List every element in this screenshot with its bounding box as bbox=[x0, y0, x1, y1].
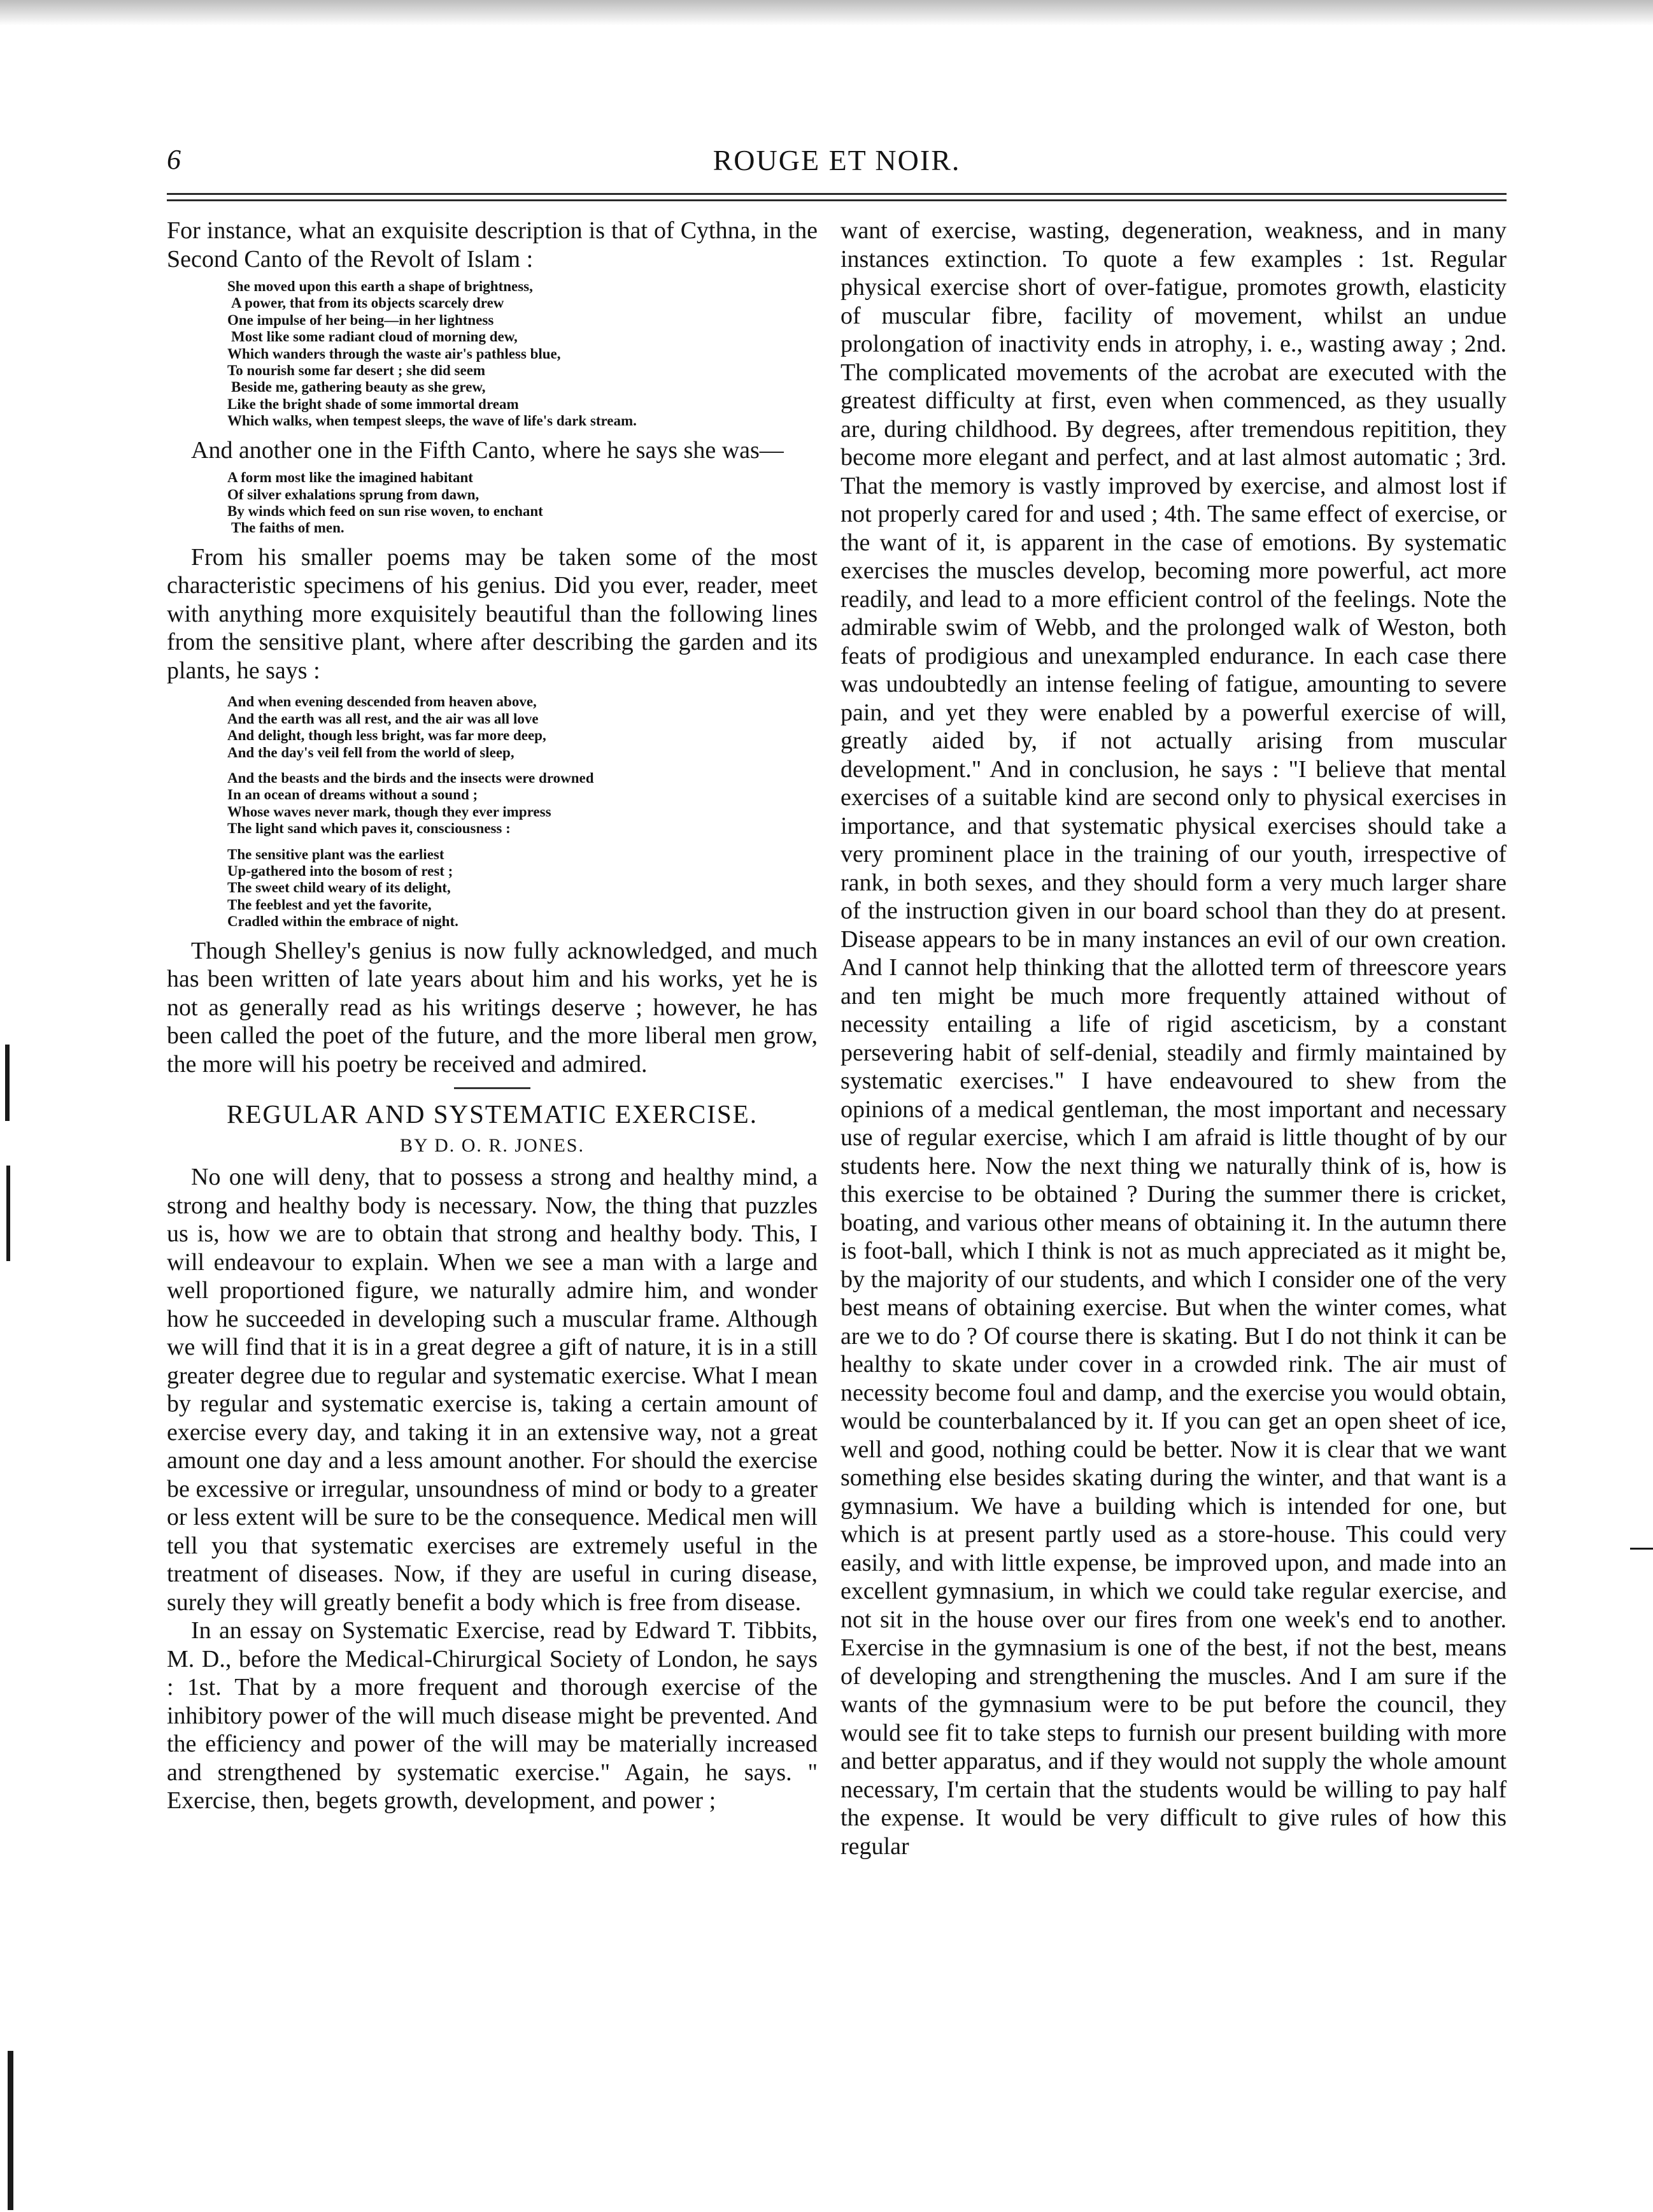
poem-line: She moved upon this earth a shape of brightness, bbox=[227, 278, 533, 294]
poem-line: By winds which feed on sun rise woven, to enchant bbox=[227, 503, 543, 519]
poem-line: The light sand which paves it, consciousness : bbox=[227, 820, 511, 837]
article-title: REGULAR AND SYSTEMATIC EXERCISE. bbox=[227, 1099, 758, 1129]
poem-line: Whose waves never mark, though they ever impress bbox=[227, 803, 551, 820]
right-column bbox=[841, 217, 1507, 1860]
header-rule bbox=[167, 199, 1507, 201]
margin-mark bbox=[5, 1045, 10, 1121]
poem-line: And the beasts and the birds and the insects were drowned bbox=[227, 769, 594, 786]
paragraph: From his smaller poems may be taken some of the most characteristic specimens of his genius. Did you ever, reader, meet with anything more exquisitely beautiful than the following lines from the sensitive plant, where after describing the garden and its plants, he says : bbox=[167, 543, 818, 684]
poem-line: A power, that from its objects scarcely drew bbox=[231, 295, 504, 311]
page-header bbox=[167, 143, 1507, 188]
margin-mark bbox=[1630, 1548, 1653, 1550]
poem-line: Like the bright shade of some immortal dream bbox=[227, 396, 519, 412]
poem-line: The faiths of men. bbox=[231, 520, 344, 536]
poem-line: And the day's veil fell from the world of sleep, bbox=[227, 744, 514, 760]
poem-line: Most like some radiant cloud of morning dew, bbox=[231, 329, 518, 345]
byline: BY D. O. R. JONES. bbox=[400, 1135, 585, 1157]
paragraph: Though Shelley's genius is now fully acknowledged, and much has been written of late years about him and his works, yet he is not as generally read as his writings deserve ; however, he has been called the poet of the future, and the more liberal men grow, the more will his poetry be received and admired. bbox=[167, 937, 818, 1078]
poem-line: The feeblest and yet the favorite, bbox=[227, 896, 432, 913]
poem-line: The sensitive plant was the earliest bbox=[227, 846, 444, 862]
page-number: 6 bbox=[167, 144, 181, 175]
poem-quote bbox=[227, 469, 818, 537]
section-divider bbox=[454, 1087, 530, 1089]
header-rule bbox=[167, 193, 1507, 195]
poem-line: Of silver exhalations sprung from dawn, bbox=[227, 486, 479, 503]
margin-mark bbox=[8, 2051, 13, 2210]
running-title: ROUGE ET NOIR. bbox=[713, 144, 961, 176]
poem-line: Up-gathered into the bosom of rest ; bbox=[227, 862, 453, 879]
poem-quote bbox=[227, 694, 818, 930]
paragraph: In an essay on Systematic Exercise, read by Edward T. Tibbits, M. D., before the Medical-Chirurgical Society of London, he says : 1st. That by a more frequent and thorough exercise of the inhibitory power of the will much disease might be prevented. And the efficiency and power of the will may be materially increased and strengthened by systematic exercise." Again, he says. " Exercise, then, begets growth, development, and power ; bbox=[167, 1617, 818, 1815]
poem-line: To nourish some far desert ; she did seem bbox=[227, 362, 486, 379]
margin-mark bbox=[6, 1166, 10, 1261]
poem-line: Cradled within the embrace of night. bbox=[227, 913, 458, 930]
poem-quote bbox=[227, 278, 818, 430]
poem-line: Which wanders through the waste air's pathless blue, bbox=[227, 345, 561, 362]
poem-line: And the earth was all rest, and the air was all love bbox=[227, 710, 539, 727]
poem-line: One impulse of her being—in her lightness bbox=[227, 311, 494, 328]
paragraph: And another one in the Fifth Canto, where he says she was— bbox=[191, 436, 784, 464]
left-column bbox=[167, 217, 818, 1815]
poem-line: Which walks, when tempest sleeps, the wave of life's dark stream. bbox=[227, 413, 637, 429]
poem-line: And delight, though less bright, was far more deep, bbox=[227, 727, 546, 744]
poem-line: A form most like the imagined habitant bbox=[227, 469, 473, 486]
poem-line: The sweet child weary of its delight, bbox=[227, 880, 451, 896]
paragraph: No one will deny, that to possess a strong and healthy mind, a strong and healthy body is necessary. Now, the thing that puzzles us is, how we are to obtain that strong and healthy body. This, I will endeavour to explain. When we see a man with a large and well proportioned figure, we naturally admire him, and wonder how he succeeded in developing such a muscular frame. Although we will find that it is in a great degree a gift of nature, it is in a still greater degree due to regular and systematic exercise. What I mean by regular and systematic exercise is, taking a certain amount of exercise every day, and taking it in an extensive way, not a great amount one day and a less amount another. For should the exercise be excessive or irregular, unsoundness of mind or body to a greater or less extent will be sure to be the consequence. Medical men will tell you that systematic exercises are extremely useful in the treatment of diseases. Now, if they are useful in curing disease, surely they will greatly benefit a body which is free from disease. bbox=[167, 1164, 818, 1616]
poem-line: And when evening descended from heaven above, bbox=[227, 694, 537, 710]
paragraph: want of exercise, wasting, degeneration, weakness, and in many instances extinction. To quote a few examples : 1st. Regular physical exercise short of over-fatigue, promotes growth, elasticity of muscular fibre, facility of movement, whilst an undue prolongation of inactivity ends in atrophy, i. e., wasting away ; 2nd. The complicated movements of the acrobat are executed with the greatest difficulty at first, even when commenced, as they usually are, during childhood. By degrees, after tremendous repitition, they become more elegant and perfect, and at last almost automatic ; 3rd. That the memory is vastly improved by exercise, and almost lost if not properly cared for and used ; 4th. The same effect of exercise, or the want of it, is apparent in the case of emotions. By systematic exercises the muscles develop, becoming more powerful, act more readily, and lead to a more efficient control of the feelings. Note the admirable swim of Webb, and the prolonged walk of Weston, both feats of prodigious and unexampled endurance. In each case there was undoubtedly an intense feeling of fatigue, amounting to severe pain, and yet they were enabled by a powerful exercise of will, greatly aided by, if not actually arising from muscular development." And in conclusion, he says : "I believe that mental exercises of a suitable kind are second only to physical exercises in importance, and that systematic physical exercises should take a very prominent place in the training of our youth, irrespective of rank, in both sexes, and they should form a very much larger share of the instruction given in our board school than they do at present. Disease appears to be in many instances an evil of our own creation. And I cannot help thinking that the allotted term of threescore years and ten might be much more frequently attained without of necessity entailing a life of rigid asceticism, by a constant persevering habit of self-denial, steadily and firmly maintained by systematic exercises." I have endeavoured to shew from the opinions of a medical gentleman, the most important and necessary use of regular exercise, which I am afraid is little thought of by our students here. Now the next thing we naturally think of is, how is this exercise to be obtained ? During the summer there is cricket, boating, and various other means of obtaining it. In the autumn there is foot-ball, which I think is not as much appreciated as it might be, by the majority of our students, and which I consider one of the very best means of obtaining exercise. But when the winter comes, what are we to do ? Of course there is skating. But I do not think it can be healthy to skate under cover in a crowded rink. The air must of necessity become foul and damp, and the exercise you would obtain, would be counterbalanced by it. If you can get an open sheet of ice, well and good, nothing could be better. Now it is clear that we want something else besides skating during the winter, and that want is a gymnasium. We have a building which is intended for one, but which is at present partly used as a store-house. This could very easily, and with little expense, be improved upon, and made into an excellent gymnasium, in which we could take regular exercise, and not sit in the house over our fires from one week's end to another. Exercise in the gymnasium is one of the best, if not the best, means of developing and strengthening the muscles. And I am sure if the wants of the gymnasium were to be put before the council, they would see fit to take steps to furnish our present building with more and better apparatus, and if they would not supply the whole amount necessary, I'm certain that the students would be willing to pay half the expense. It would be very difficult to give rules of how this regular bbox=[841, 217, 1507, 1860]
scan-top-edge bbox=[0, 0, 1653, 25]
poem-line: Beside me, gathering beauty as she grew, bbox=[231, 379, 486, 396]
poem-line: In an ocean of dreams without a sound ; bbox=[227, 787, 478, 803]
paragraph: For instance, what an exquisite description is that of Cythna, in the Second Canto of the Revolt of Islam : bbox=[167, 217, 818, 273]
